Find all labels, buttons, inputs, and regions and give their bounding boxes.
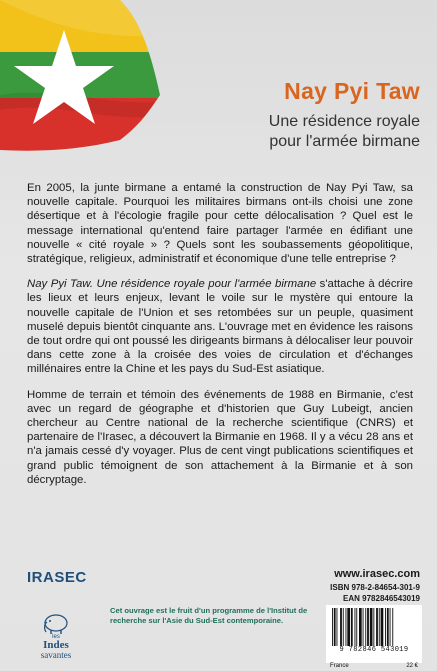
book-title: Nay Pyi Taw (284, 78, 420, 104)
paragraph-2-book-title: Nay Pyi Taw. Une résidence royale pour l'armée birmane (27, 278, 317, 291)
price-country: France (330, 663, 349, 669)
myanmar-flag (0, 0, 170, 152)
paragraph-3: Homme de terrain et témoin des événements de 1988 en Birmanie, c'est avec un regard de géographe et d'historien que Guy Lubeigt, ancien chercheur au Centre national de la recherche scientifique (CNRS) et partenaire de l'Irasec, a découvert la Birmanie en 1968. Il y a vécu 28 ans et n'a jamais cessé d'y voyager. Plus de cent vingt publications scientifiques et grand public témoignent de son attachement à la Birmanie et à son décryptage. (27, 388, 413, 486)
indes-logo-small-text: les (52, 634, 60, 640)
back-cover-text (27, 181, 413, 498)
book-subtitle (170, 112, 420, 152)
subtitle-line-1: Une résidence royale (268, 113, 420, 130)
paragraph-1: En 2005, la junte birmane a entamé la construction de Nay Pyi Taw, sa nouvelle capitale. Pourquoi les militaires birmans ont-ils choisi une zone désertique et à l'écologie fragile pour cette délocalisation ? Quel est le message international qu'entend faire partager l'armée en édifiant une nouvelle « cité royale » ? Quels sont les soubassements géopolitique, stratégique, religieux, administratif et économique d'une telle entreprise ? (27, 182, 413, 266)
price-value: 22 € (406, 663, 418, 669)
paragraph-2 (27, 277, 413, 376)
subtitle-line-2: pour l'armée birmane (269, 133, 420, 150)
indes-logo-sub-text: savantes (40, 650, 72, 660)
publisher-footnote: Cet ouvrage est le fruit d'un programme de l'Institut de recherche sur l'Asie du Sud-Est contemporaine. (110, 606, 308, 625)
ean-number: EAN 9782846543019 (343, 594, 420, 603)
elephant-icon (41, 612, 71, 634)
barcode-digits: 9 782846 543019 (339, 646, 409, 654)
paragraph-2-text: s'attache à décrire les lieux et leurs enjeux, levant le voile sur le mystère qui entoure la nouvelle capitale de l'Union et ses retombées sur un peuple, quasiment muselé depuis bientôt cinquante ans. L'ouvrage met en évidence les raisons de tout ordre qui ont poussé les dirigeants birmans à délocaliser leur pouvoir dans cette zone à la croisée des voies de circulation et d'échanges millénaires entre la Chine et les pays du Sud-Est asiatique. (27, 278, 413, 376)
indes-logo-big-text: Indes (43, 639, 69, 651)
barcode-bars (330, 608, 418, 646)
irasec-logo: IRASEC (27, 569, 87, 586)
indes-savantes-logo (28, 612, 84, 666)
isbn-number: ISBN 978-2-84654-301-9 (330, 583, 420, 592)
website-url: www.irasec.com (334, 568, 420, 580)
barcode (326, 605, 422, 663)
